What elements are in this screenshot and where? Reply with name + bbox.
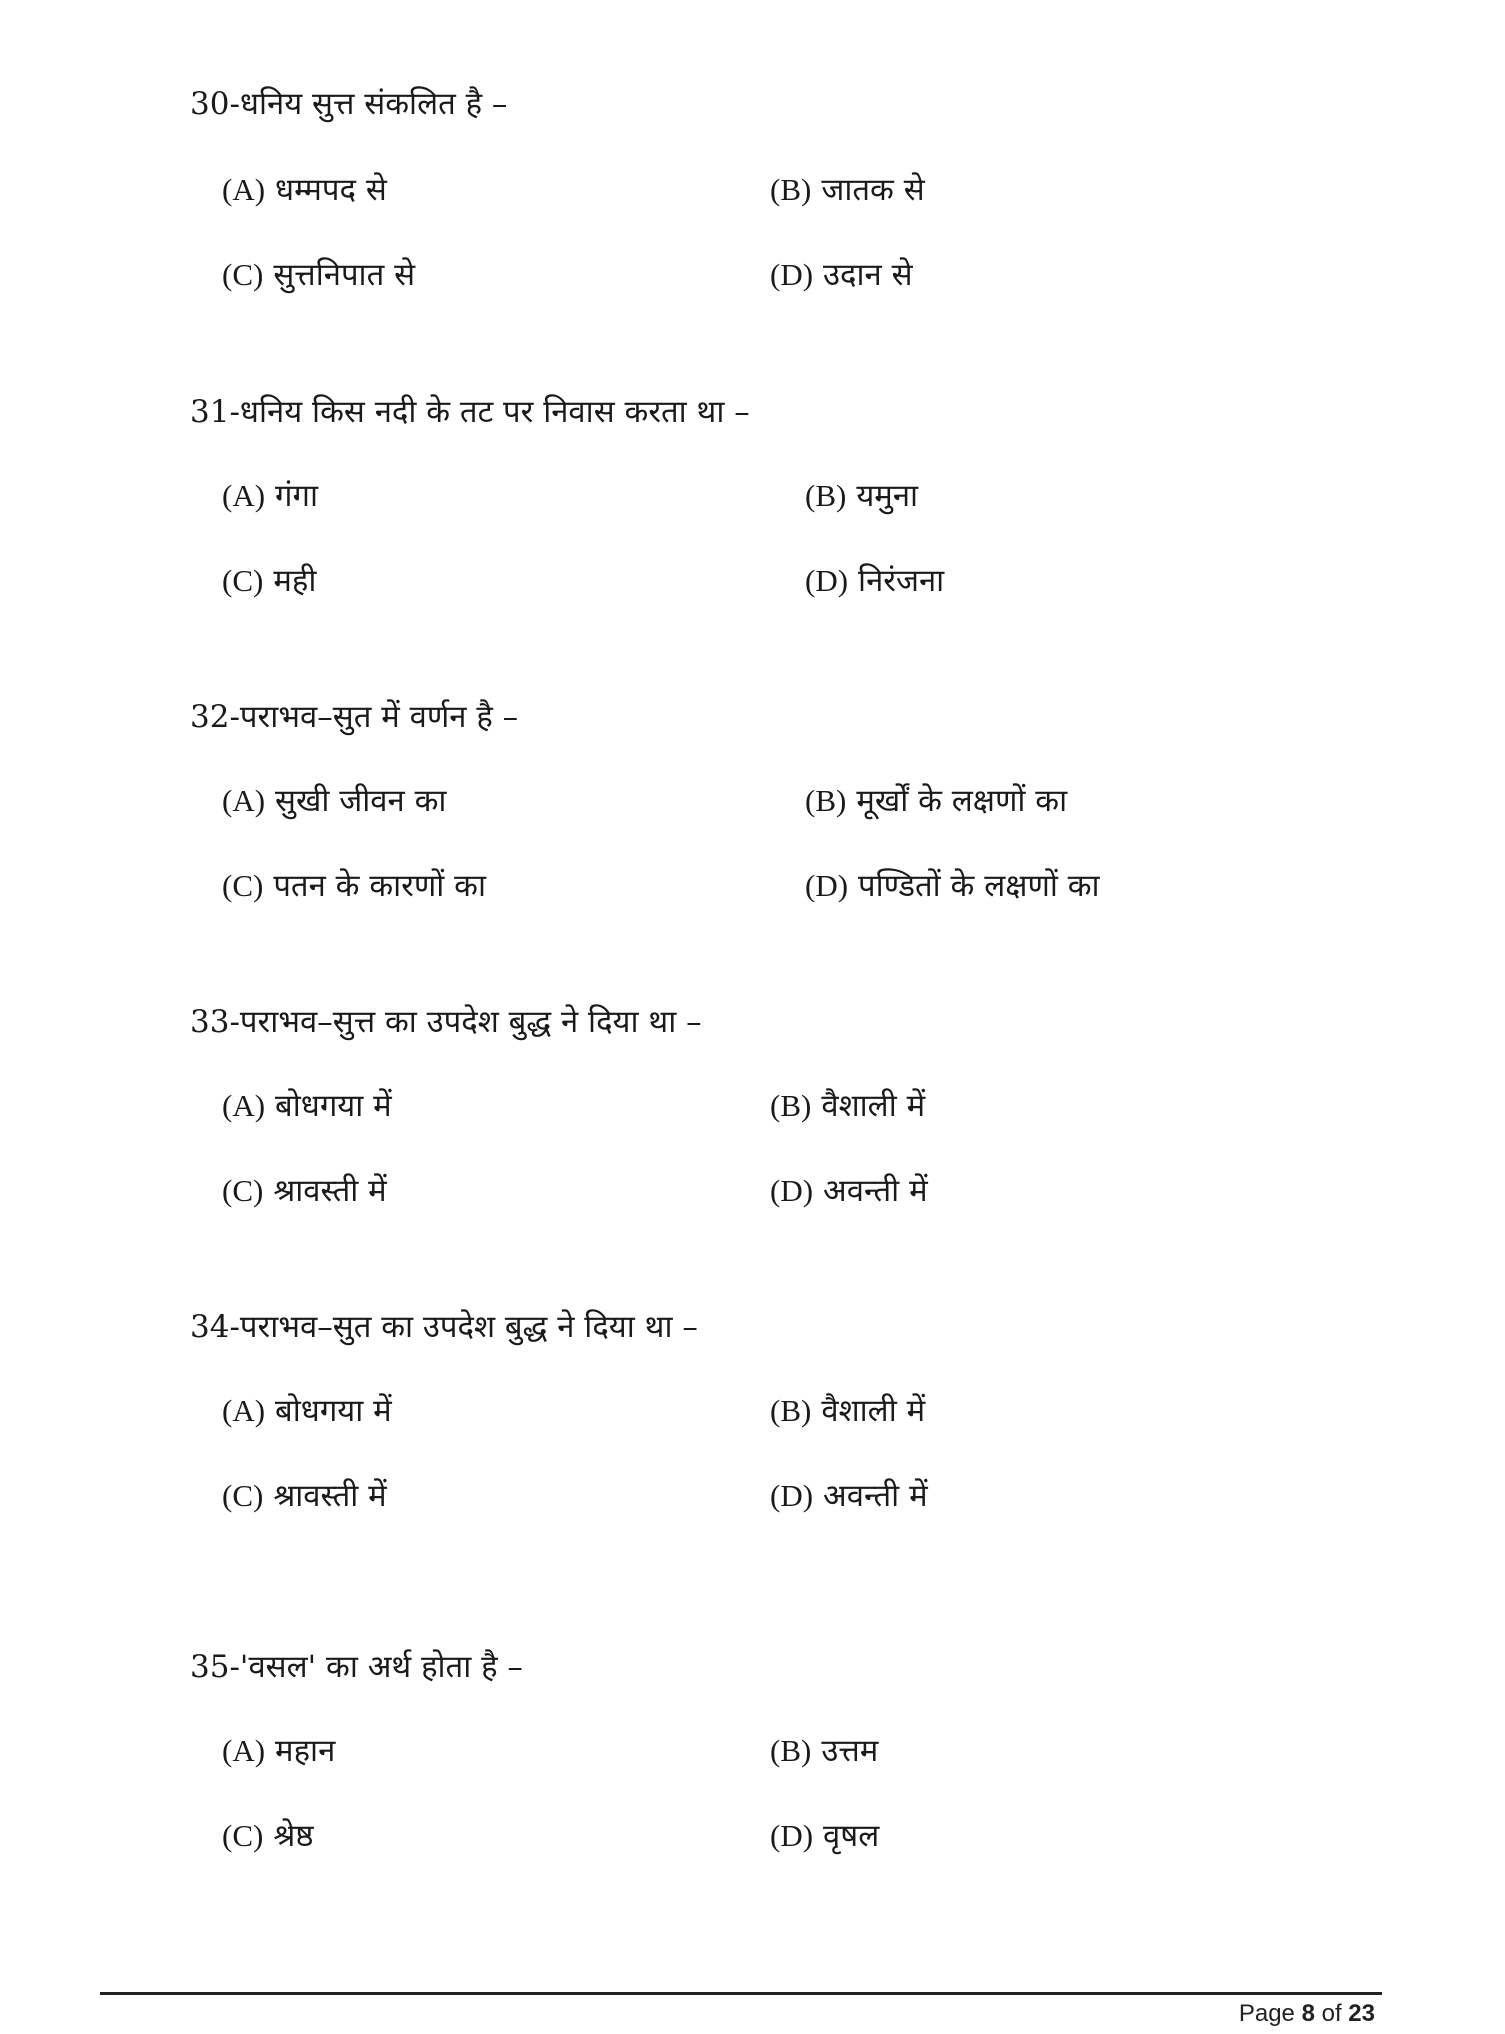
question-32-text: 32-पराभव–सुत में वर्णन है –: [190, 699, 519, 735]
option-b: (B) वैशाली में: [770, 1393, 926, 1429]
option-b: (B) जातक से: [770, 172, 925, 208]
option-c: (C) सुत्तनिपात से: [222, 257, 416, 293]
option-a: (A) बोधगया में: [222, 1393, 392, 1429]
page-number: [1239, 2000, 1375, 2028]
option-c: (C) पतन के कारणों का: [222, 868, 486, 904]
option-d: (D) वृषल: [770, 1818, 880, 1854]
option-d: (D) अवन्ती में: [770, 1478, 928, 1514]
question-35-text: 35-'वसल' का अर्थ होता है –: [190, 1649, 523, 1685]
option-a: (A) धम्मपद से: [222, 172, 387, 208]
question-33-text: 33-पराभव–सुत्त का उपदेश बुद्ध ने दिया था –: [190, 1004, 702, 1040]
page-prefix: Page: [1238, 2000, 1295, 2027]
option-b: (B) उत्तम: [770, 1733, 879, 1769]
option-b: (B) यमुना: [805, 478, 919, 514]
option-c: (C) श्रावस्ती में: [222, 1478, 387, 1514]
question-31-text: 31-धनिय किस नदी के तट पर निवास करता था –: [190, 394, 750, 430]
option-c: (C) मही: [222, 563, 317, 599]
option-b: (B) मूर्खों के लक्षणों का: [805, 783, 1068, 819]
option-b: (B) वैशाली में: [770, 1088, 926, 1124]
option-d: (D) उदान से: [770, 257, 913, 293]
footer-divider: [100, 1992, 1382, 1995]
question-34-text: 34-पराभव–सुत का उपदेश बुद्ध ने दिया था –: [190, 1309, 698, 1345]
option-a: (A) महान: [222, 1733, 336, 1769]
page-current: 8: [1301, 2000, 1315, 2027]
option-c: (C) श्रावस्ती में: [222, 1173, 387, 1209]
option-c: (C) श्रेष्ठ: [222, 1818, 314, 1854]
option-d: (D) अवन्ती में: [770, 1173, 928, 1209]
option-a: (A) बोधगया में: [222, 1088, 392, 1124]
question-30-text: 30-धनिय सुत्त संकलित है –: [190, 86, 508, 122]
page-total: 23: [1348, 2000, 1375, 2027]
option-d: (D) निरंजना: [805, 563, 945, 599]
option-a: (A) गंगा: [222, 478, 318, 514]
option-a: (A) सुखी जीवन का: [222, 783, 447, 819]
option-d: (D) पण्डितों के लक्षणों का: [805, 868, 1100, 904]
page-of: of: [1321, 2000, 1342, 2027]
